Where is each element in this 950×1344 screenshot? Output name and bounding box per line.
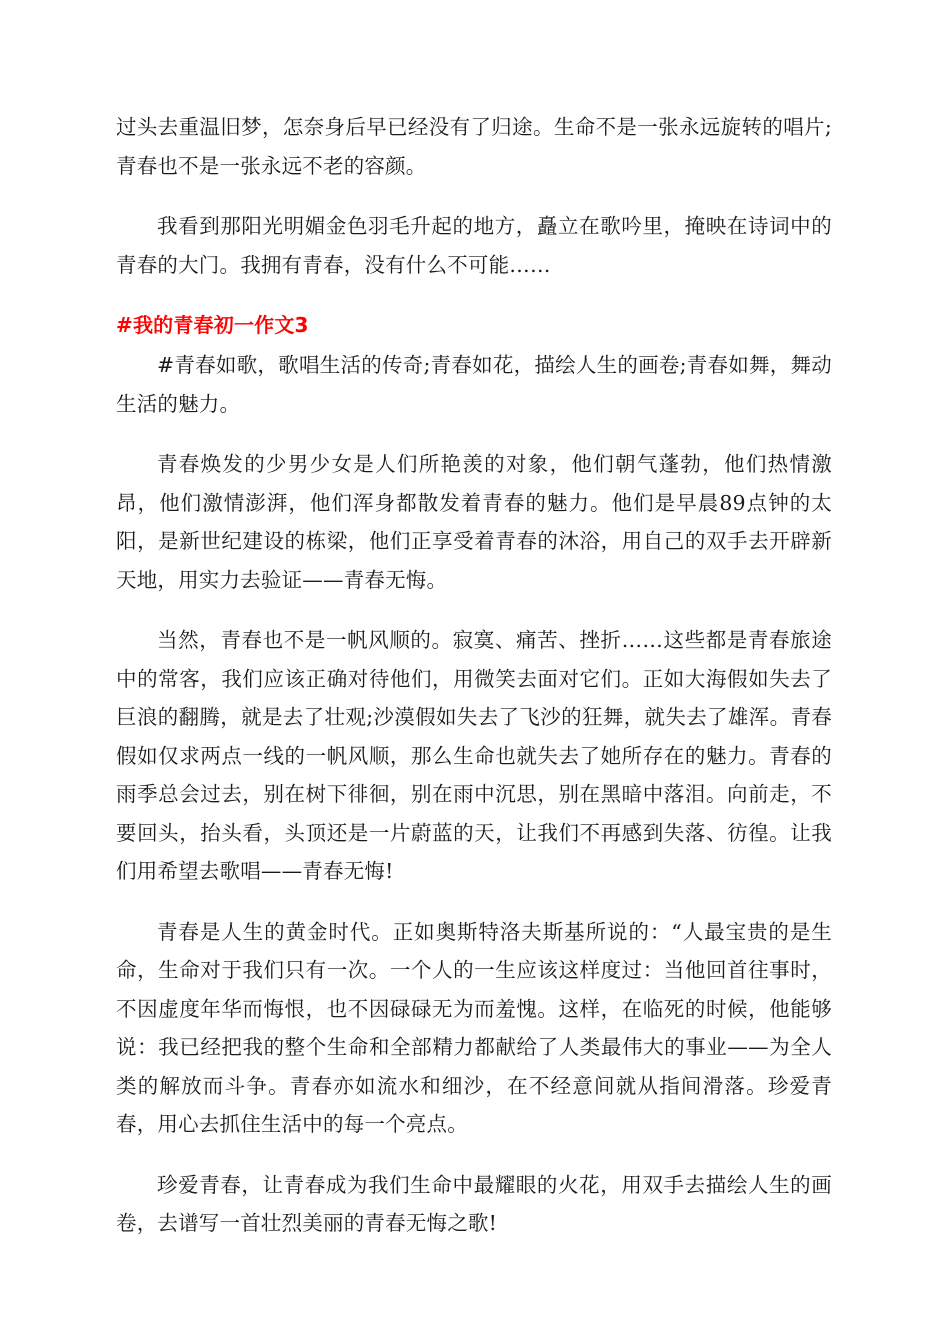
paragraph-youth-song: #青春如歌，歌唱生活的传奇;青春如花，描绘人生的画卷;青春如舞，舞动生活的魅力。: [116, 353, 832, 416]
paragraph-young-people: 青春焕发的少男少女是人们所艳羡的对象，他们朝气蓬勃，他们热情激昂，他们激情澎湃，他们浑身都散发着青春的魅力。他们是早晨89点钟的太阳，是新世纪建设的栋梁，他们正享受着青春的沐浴，用自己的双手去开辟新天地，用实力去验证——青春无悔。: [116, 452, 832, 592]
paragraph-golden-feather: 我看到那阳光明媚金色羽毛升起的地方，矗立在歌吟里，掩映在诗词中的青春的大门。我拥有青春，没有什么不可能……: [116, 214, 832, 277]
paragraph-hardships: 当然，青春也不是一帆风顺的。寂寞、痛苦、挫折……这些都是青春旅途中的常客，我们应该正确对待他们，用微笑去面对它们。正如大海假如失去了巨浪的翻腾，就是去了壮观;沙漠假如失去了飞沙的狂舞，就失去了雄浑。青春假如仅求两点一线的一帆风顺，那么生命也就失去了她所存在的魅力。青春的雨季总会过去，别在树下徘徊，别在雨中沉思，别在黑暗中落泪。向前走，不要回头，抬头看，头顶还是一片蔚蓝的天，让我们不再感到失落、彷徨。让我们用希望去歌唱——青春无悔!: [116, 628, 832, 883]
paragraph-golden-age: 青春是人生的黄金时代。正如奥斯特洛夫斯基所说的：“人最宝贵的是生命，生命对于我们只有一次。一个人的一生应该这样度过：当他回首往事时，不因虚度年华而悔恨，也不因碌碌无为而羞愧。这样，在临死的时候，他能够说：我已经把我的整个生命和全部精力都献给了人类最伟大的事业——为全人类的解放而斗争。青春亦如流水和细沙，在不经意间就从指间滑落。珍爱青春，用心去抓住生活中的每一个亮点。: [116, 919, 832, 1136]
paragraph-continuation: 过头去重温旧梦，怎奈身后早已经没有了归途。生命不是一张永远旋转的唱片;青春也不是一张永远不老的容颜。: [116, 115, 832, 178]
section-heading: #我的青春初一作文3: [116, 313, 309, 337]
document-page: [116, 108, 832, 1265]
paragraph-cherish-youth: 珍爱青春，让青春成为我们生命中最耀眼的火花，用双手去描绘人生的画卷，去谱写一首壮烈美丽的青春无悔之歌!: [116, 1172, 832, 1235]
